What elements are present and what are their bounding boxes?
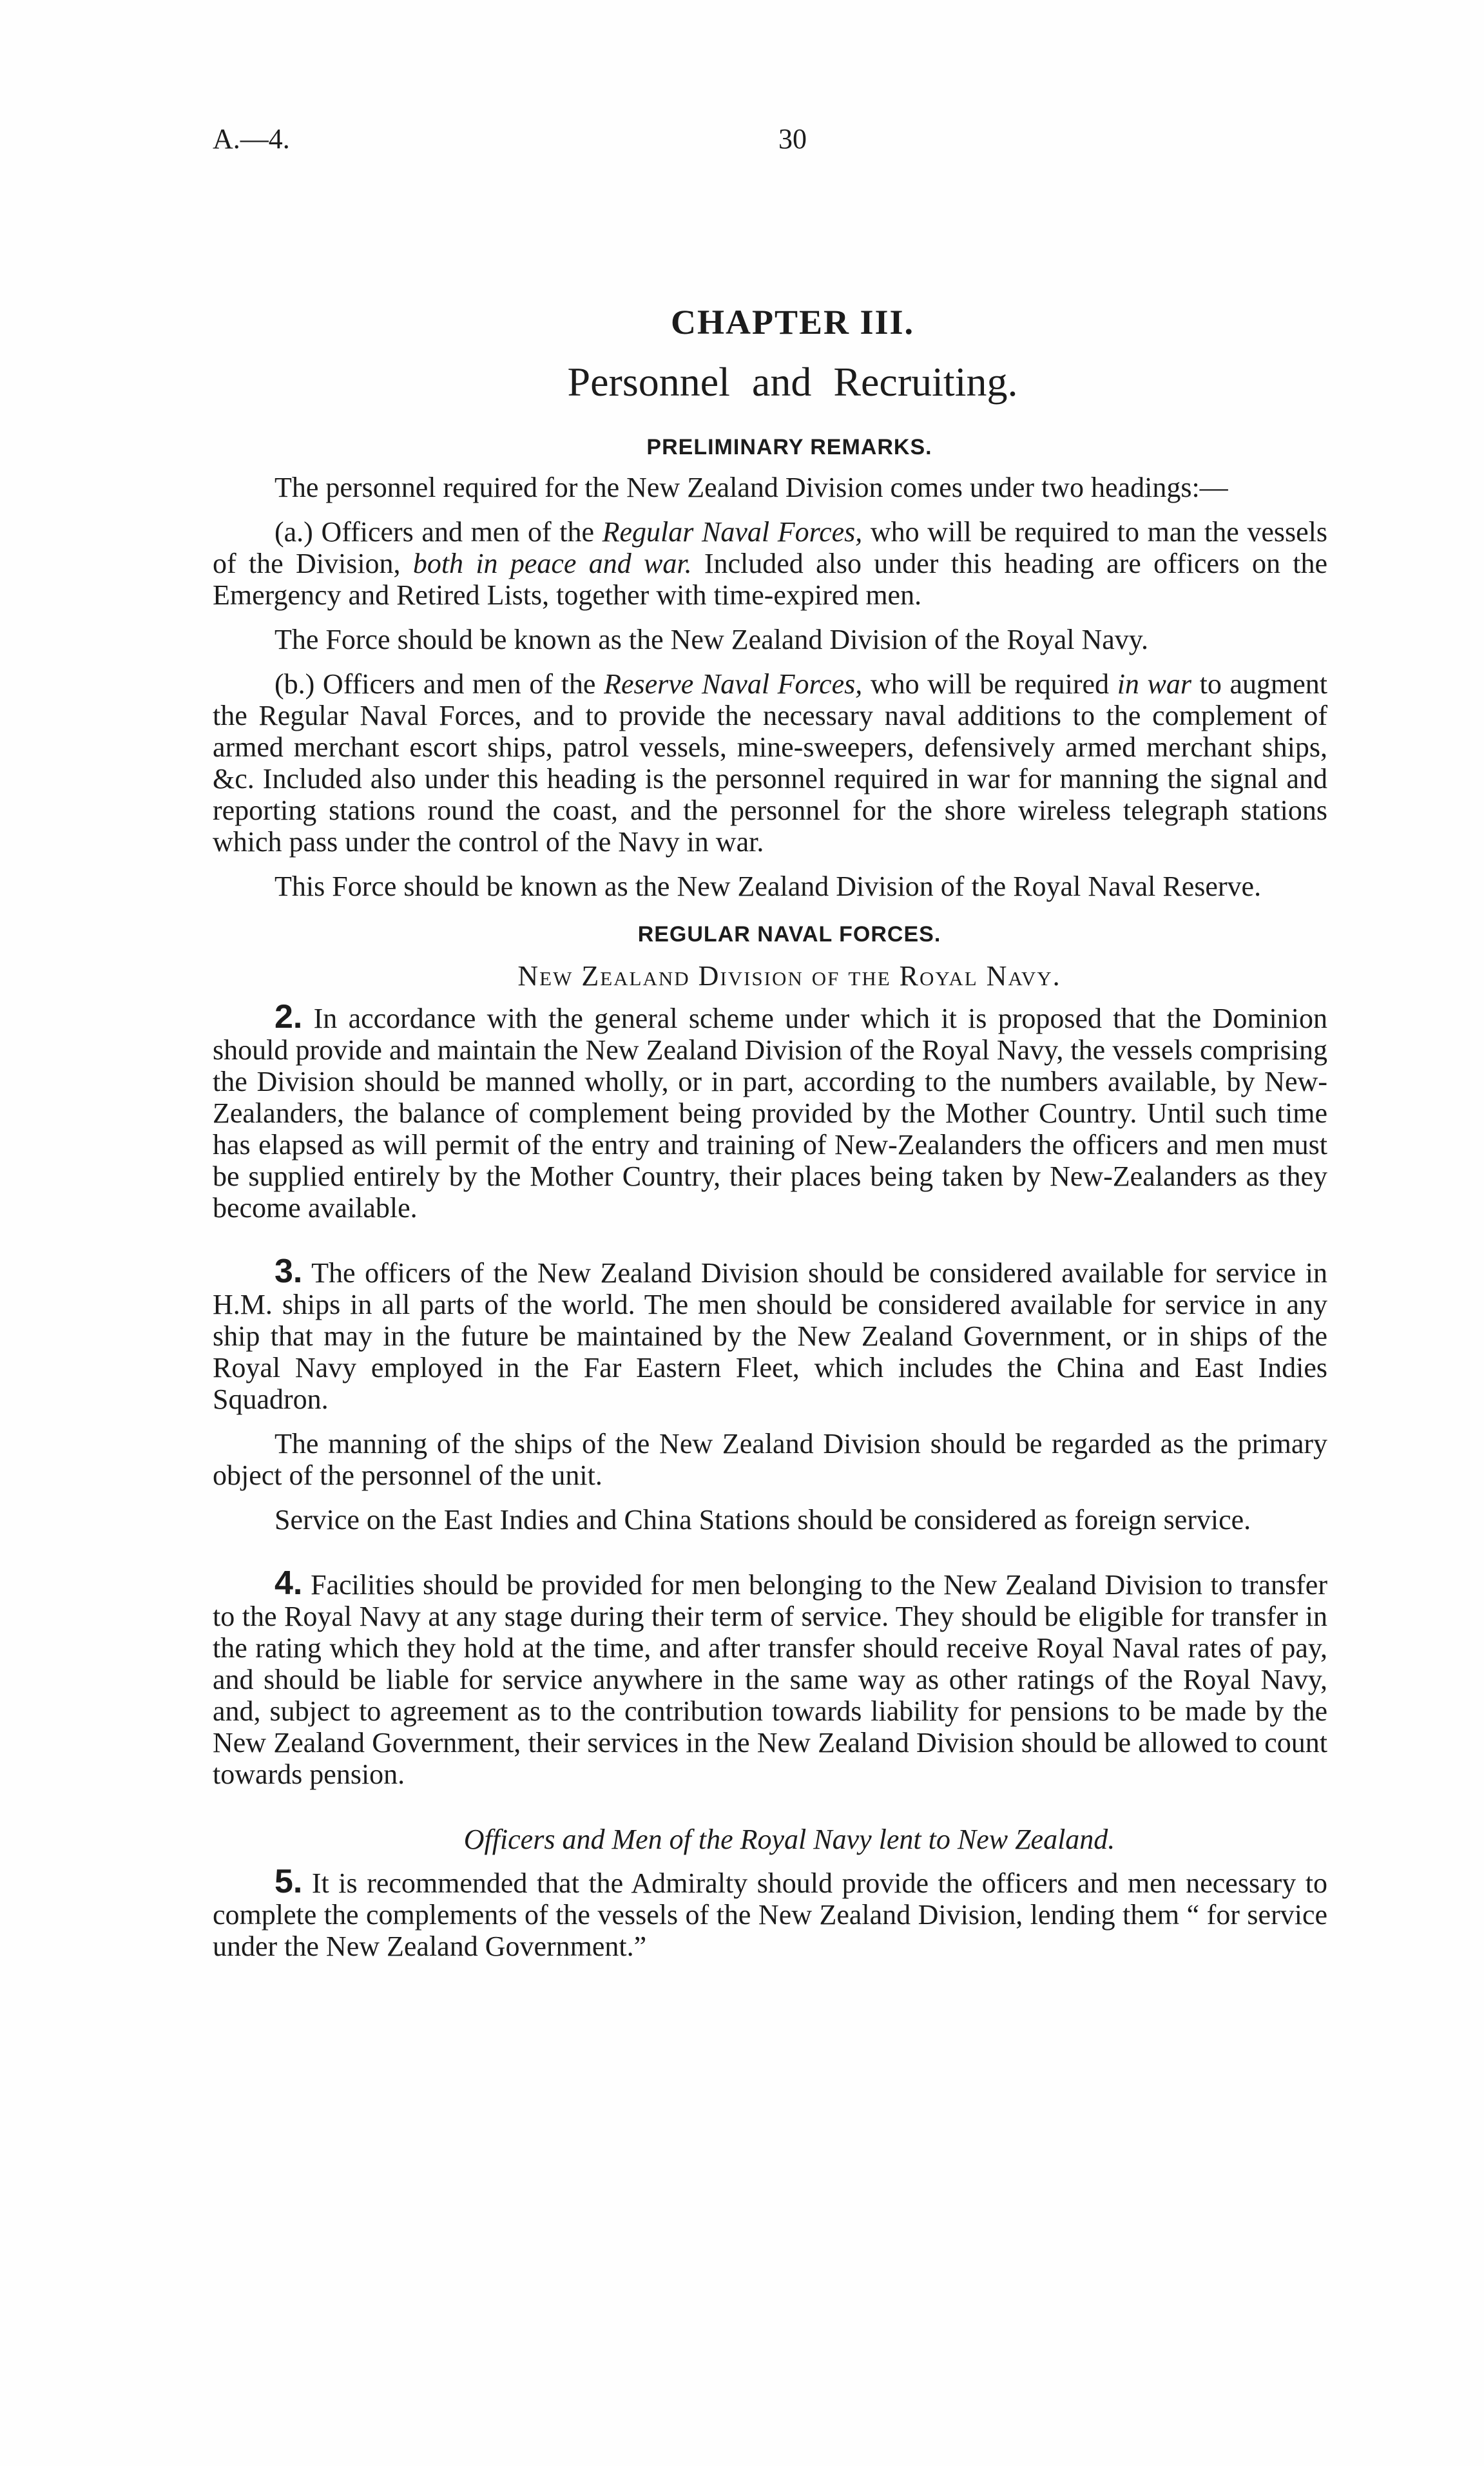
paragraph-4: 4. Facilities should be provided for men belonging to the New Zealand Division to transfer to the Royal Navy at any stage during their term of service. They should be eligible for transfer in the rating which they hold at the time, and after transfer should receive Royal Naval rates of pay, and should be liable for service anywhere in the same way as other ratings of the Royal Navy, and, subject to agreement as to the contribution towards liability for pensions to be made by the New Zealand Government, their services in the New Zealand Division should be allowed to count towards pension.: [213, 1565, 1327, 1790]
paragraph-3-foreign-service: Service on the East Indies and China Stations should be considered as foreign service.: [275, 1504, 1251, 1536]
paragraph-3-manning: The manning of the ships of the New Zealand Division should be regarded as the primary object of the personnel of the unit.: [213, 1428, 1327, 1491]
paragraph-reserve-name: This Force should be known as the New Zealand Division of the Royal Naval Reserve.: [275, 871, 1262, 902]
section-heading-lent: Officers and Men of the Royal Navy lent to New Zealand.: [463, 1824, 1115, 1855]
document-reference: A.—4.: [213, 123, 290, 155]
paragraph-number: 5.: [275, 1863, 303, 1900]
running-header: [213, 122, 1327, 161]
paragraph-number: 3.: [275, 1253, 303, 1290]
chapter-title: CHAPTER III.: [670, 303, 915, 342]
paragraph-5: 5. It is recommended that the Admiralty should provide the officers and men necessary to complete the complements of the vessels of the New Zealand Division, lending them “ for service under the New Zealand Government.”: [213, 1863, 1327, 1962]
page-number: 30: [778, 123, 807, 155]
paragraph-b: (b.) Officers and men of the Reserve Naval Forces, who will be required in war to augment the Regular Naval Forces, and to provide the necessary naval additions to the complement of armed merchant escort ships, patrol vessels, mine-sweepers, defensively armed merchant ships, &c. Included also under this heading is the personnel required in war for manning the signal and reporting stations round the coast, and the personnel for the shore wireless telegraph stations which pass under the control of the Navy in war.: [213, 668, 1328, 858]
section-heading-preliminary: PRELIMINARY REMARKS.: [646, 435, 932, 459]
document-body: [213, 303, 1327, 1980]
paragraph-number: 2.: [275, 998, 303, 1036]
paragraph-a: (a.) Officers and men of the Regular Naval Forces, who will be required to man the vessels of the Division, both in peace and war. Included also under this heading are officers on the Emergency and Retired Lists, together with time-expired men.: [213, 516, 1327, 611]
paragraph-3: 3. The officers of the New Zealand Division should be considered available for service in H.M. ships in all parts of the world. The men should be considered available for service in any ship that may in the future be maintained by the New Zealand Government, or in ships of the Royal Navy employed in the Far Eastern Fleet, which includes the China and East Indies Squadron.: [213, 1253, 1327, 1415]
paragraph-number: 4.: [275, 1565, 303, 1602]
paragraph-intro: The personnel required for the New Zealand Division comes under two headings:—: [275, 472, 1228, 503]
subsection-heading-division: New Zealand Division of the Royal Navy.: [517, 960, 1061, 992]
paragraph-navy-name: The Force should be known as the New Zealand Division of the Royal Navy.: [275, 624, 1148, 655]
section-heading-regular: REGULAR NAVAL FORCES.: [637, 922, 941, 947]
chapter-subtitle: Personnel and Recruiting.: [567, 359, 1018, 405]
paragraph-2: 2. In accordance with the general scheme under which it is proposed that the Dominion should provide and maintain the New Zealand Division of the Royal Navy, the vessels comprising the Division should be manned wholly, or in part, according to the numbers available, by New-Zealanders, the balance of complement being provided by the Mother Country. Until such time has elapsed as will permit of the entry and training of New-Zealanders the officers and men must be supplied entirely by the Mother Country, their places being taken by New-Zealanders as they become available.: [213, 998, 1327, 1224]
